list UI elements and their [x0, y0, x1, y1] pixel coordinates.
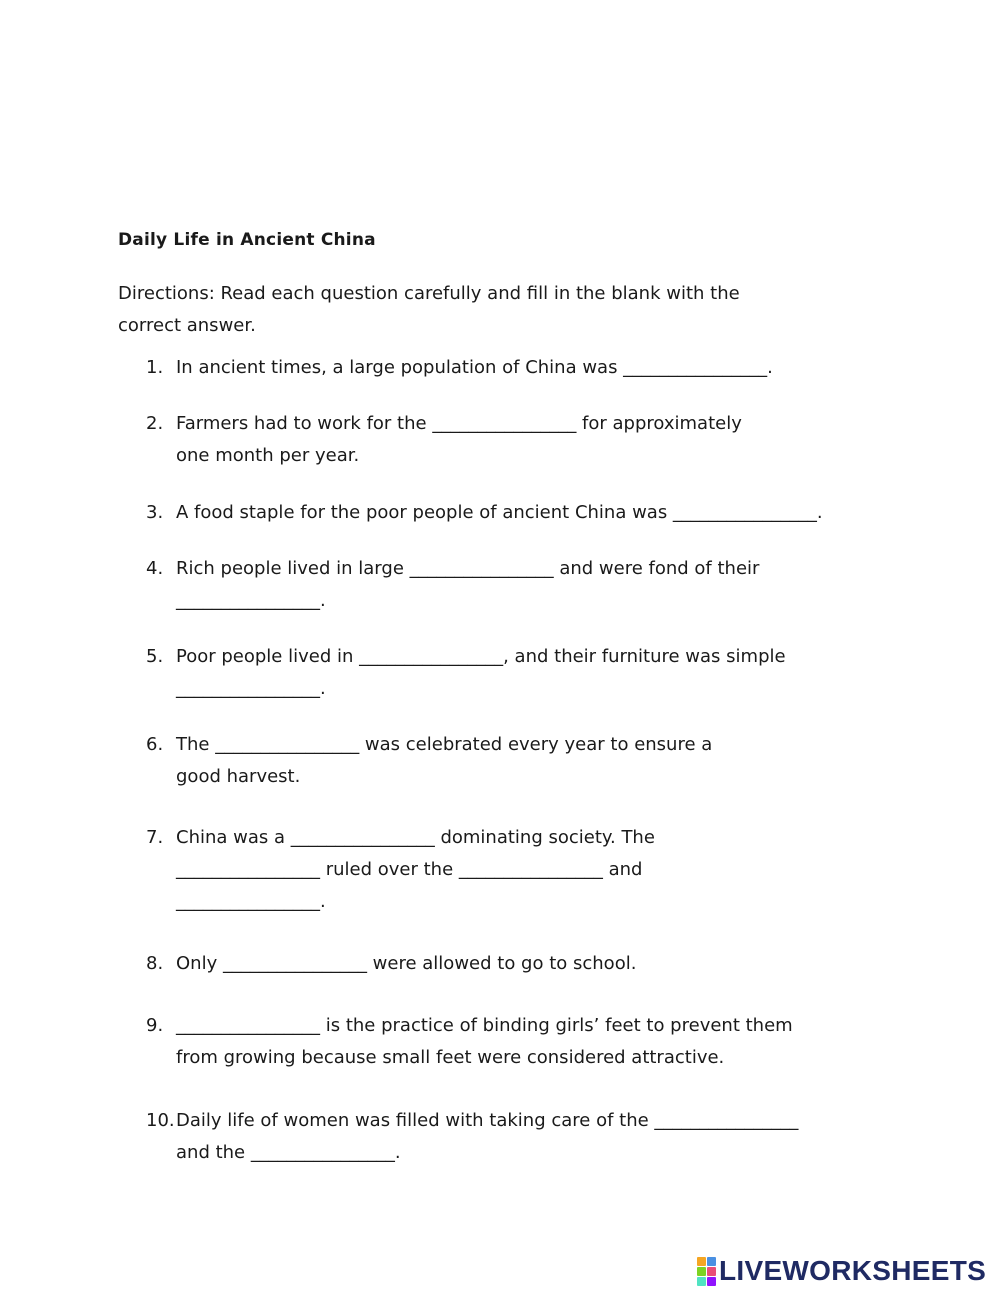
question-number: 7.	[146, 827, 164, 848]
question-7	[146, 822, 655, 918]
question-line: In ancient times, a large population of China was ________________.	[176, 357, 773, 378]
logo-text: LIVEWORKSHEETS	[719, 1255, 987, 1286]
question-number: 1.	[146, 357, 164, 378]
directions-text: Directions: Read each question carefully and fill in the blank with the correct answer.	[118, 283, 740, 336]
question-line: from growing because small feet were considered attractive.	[176, 1047, 725, 1068]
question-line: A food staple for the poor people of ancient China was ________________.	[176, 502, 823, 523]
question-number: 3.	[146, 502, 164, 523]
question-line: The ________________ was celebrated every year to ensure a	[176, 734, 713, 755]
question-line: Rich people lived in large ________________ and were fond of their	[176, 558, 760, 579]
question-line: Daily life of women was filled with taking care of the ________________	[176, 1110, 799, 1131]
question-4	[146, 553, 759, 617]
liveworksheets-logo	[697, 1254, 986, 1288]
question-line: ________________.	[176, 678, 326, 699]
question-3	[146, 497, 823, 529]
question-number: 4.	[146, 558, 164, 579]
question-line: and the ________________.	[176, 1142, 401, 1163]
question-line: Farmers had to work for the ________________ for approximately	[176, 413, 742, 434]
question-line: ________________.	[176, 590, 326, 611]
question-line: ________________ is the practice of binding girls’ feet to prevent them	[176, 1015, 793, 1036]
question-line: Only ________________ were allowed to go to school.	[176, 953, 637, 974]
question-line: China was a ________________ dominating society. The	[176, 827, 655, 848]
question-2	[146, 408, 742, 472]
question-line: Poor people lived in ________________, and their furniture was simple	[176, 646, 786, 667]
question-10	[146, 1105, 798, 1169]
question-line: one month per year.	[176, 445, 360, 466]
question-6	[146, 729, 712, 793]
question-9	[146, 1010, 793, 1074]
question-number: 5.	[146, 646, 164, 667]
worksheet-title: Daily Life in Ancient China	[118, 230, 376, 250]
question-1	[146, 352, 773, 384]
question-number: 6.	[146, 734, 164, 755]
question-line: ________________ ruled over the ________________ and	[176, 859, 643, 880]
question-number: 10.	[146, 1110, 175, 1131]
question-number: 8.	[146, 953, 164, 974]
question-8	[146, 948, 636, 980]
question-number: 2.	[146, 413, 164, 434]
question-line: ________________.	[176, 891, 326, 912]
question-number: 9.	[146, 1015, 164, 1036]
question-line: good harvest.	[176, 766, 301, 787]
question-5	[146, 641, 786, 705]
liveworksheets-logo-icon	[697, 1257, 715, 1285]
